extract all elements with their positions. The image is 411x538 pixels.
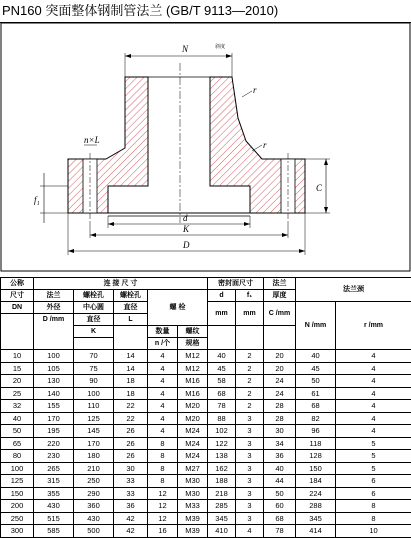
hdr-outer: 法兰 [34,290,74,302]
table-cell: 265 [34,462,74,475]
table-cell: 96 [296,425,336,438]
table-cell: 6 [336,487,411,500]
table-cell: 20 [264,350,296,363]
dim-nl-label: n×L [84,135,100,145]
table-cell: 22 [114,412,148,425]
hdr-thread: 螺纹 [178,326,208,338]
table-cell: M39 [178,525,208,538]
table-cell: 28 [264,412,296,425]
dim-r-label: r [253,85,257,95]
table-cell: 5 [336,462,411,475]
table-cell: 100 [74,387,114,400]
dim-r2-label: r [263,140,267,150]
table-cell: 4 [148,425,178,438]
table-cell: 360 [74,500,114,513]
flange-section-svg [0,23,411,273]
table-cell: 33 [114,475,148,488]
table-cell: 218 [208,487,236,500]
hdr-qty: 数量 [148,326,178,338]
table-cell: 224 [296,487,336,500]
dim-big-d-label: D [182,240,190,250]
table-cell: 145 [74,425,114,438]
table-cell: 50 [1,425,34,438]
table-cell: 150 [1,487,34,500]
table-cell: 28 [264,400,296,413]
table-cell: 20 [1,375,34,388]
hdr-nominal: 公称 [1,278,34,290]
table-cell: 3 [236,425,264,438]
table-cell: 162 [208,462,236,475]
hdr-center: 中心圆 [74,302,114,314]
table-cell: 42 [114,512,148,525]
dim-k-label: K [182,224,190,234]
table-cell: 2 [236,350,264,363]
table-cell: 6 [336,475,411,488]
table-cell: 45 [208,362,236,375]
table-cell: 70 [74,350,114,363]
flange-left-section [68,77,148,213]
table-cell: 22 [114,400,148,413]
hdr-n-mm: N /mm [296,302,336,350]
hdr-bolt: 螺 栓 [148,290,208,326]
table-cell: 105 [34,362,74,375]
table-cell: 14 [114,350,148,363]
table-cell: 8 [148,462,178,475]
table-cell: 40 [264,462,296,475]
table-cell: 12 [148,487,178,500]
table-cell: 75 [74,362,114,375]
table-cell: 24 [264,387,296,400]
table-cell: 4 [148,400,178,413]
table-row [1,500,411,513]
table-row [1,362,411,375]
table-cell: M16 [178,387,208,400]
table-cell: 2 [236,362,264,375]
hdr-n-unit: n /个 [148,338,178,350]
table-cell: 345 [296,512,336,525]
page-title: PN160 突面整体钢制管法兰 (GB/T 9113—2010) [0,0,411,23]
table-cell: M12 [178,350,208,363]
hdr-flange: 法兰 [264,278,296,290]
table-cell: 430 [34,500,74,513]
table-cell: 4 [148,350,178,363]
table-cell: 155 [34,400,74,413]
table-cell: 25 [1,387,34,400]
table-cell: 230 [34,450,74,463]
table-cell: 2 [236,387,264,400]
table-cell: 30 [264,425,296,438]
dim-d-label: d [183,213,188,223]
table-cell: 130 [34,375,74,388]
table-row [1,387,411,400]
table-cell: 180 [74,450,114,463]
table-cell: 90 [74,375,114,388]
table-row [1,512,411,525]
table-cell: 355 [34,487,74,500]
table-cell: 4 [336,375,411,388]
hdr-connection: 连 接 尺 寸 [34,278,208,290]
table-cell: M24 [178,450,208,463]
table-cell: 80 [1,450,34,463]
table-cell: 4 [336,362,411,375]
table-row [1,412,411,425]
table-cell: 8 [336,500,411,513]
hdr-l: L [114,314,148,326]
table-cell: 30 [114,462,148,475]
table-cell: 4 [148,362,178,375]
table-cell: M16 [178,375,208,388]
table-cell: 26 [114,450,148,463]
table-cell: 170 [34,412,74,425]
hdr-k: K [74,326,114,338]
table-cell: 10 [336,525,411,538]
table-cell: 4 [336,350,411,363]
table-cell: 32 [1,400,34,413]
table-row [1,462,411,475]
hdr-neck: 法兰颈 [296,278,411,302]
table-cell: 220 [34,437,74,450]
table-cell: 5 [336,450,411,463]
table-cell: 88 [208,412,236,425]
table-cell: 40 [296,350,336,363]
table-cell: 138 [208,450,236,463]
table-cell: 100 [1,462,34,475]
hdr-f1-unit: mm [236,302,264,326]
table-cell: 10 [1,350,34,363]
table-cell: 125 [74,412,114,425]
table-cell: M12 [178,362,208,375]
table-cell: M24 [178,437,208,450]
table-row [1,437,411,450]
table-cell: 285 [208,500,236,513]
table-cell: 2 [236,375,264,388]
hdr-f1: f₁ [236,290,264,302]
table-cell: 78 [264,525,296,538]
table-cell: 40 [1,412,34,425]
table-cell: 45 [296,362,336,375]
table-row [1,487,411,500]
table-cell: 68 [296,400,336,413]
table-cell: 20 [264,362,296,375]
table-cell: 315 [34,475,74,488]
table-cell: 60 [264,500,296,513]
dimension-table-wrap [0,277,411,538]
drawing-frame [1,23,410,271]
table-cell: 8 [148,475,178,488]
table-cell: 4 [336,400,411,413]
table-cell: 515 [34,512,74,525]
table-cell: 195 [34,425,74,438]
hdr-thickness: 厚度 [264,290,296,302]
table-cell: 170 [74,437,114,450]
table-cell: 24 [264,375,296,388]
table-cell: 585 [34,525,74,538]
table-cell: 140 [34,387,74,400]
table-body [1,350,411,538]
table-cell: M30 [178,487,208,500]
table-cell: 4 [336,412,411,425]
table-cell: 50 [296,375,336,388]
table-cell: 58 [208,375,236,388]
hdr-dn: DN [1,302,34,314]
table-cell: 414 [296,525,336,538]
table-cell: 5 [336,437,411,450]
table-cell: 2 [236,400,264,413]
table-cell: M30 [178,475,208,488]
taper-note: 斜度 [215,43,225,50]
table-cell: 3 [236,487,264,500]
table-cell: 3 [236,412,264,425]
hdr-size: 尺寸 [1,290,34,302]
hdr-d: d [208,290,236,302]
table-cell: 102 [208,425,236,438]
table-cell: 290 [74,487,114,500]
hdr-c-unit: C /mm [264,302,296,326]
table-cell: M33 [178,500,208,513]
table-cell: 8 [148,450,178,463]
table-cell: 36 [114,500,148,513]
table-cell: M27 [178,462,208,475]
table-cell: 4 [336,425,411,438]
hdr-spec: 规格 [178,338,208,350]
table-cell: 15 [1,362,34,375]
table-cell: 78 [208,400,236,413]
table-cell: 3 [236,512,264,525]
dim-n-label: N [181,44,189,54]
hdr-bolt-hole: 螺栓孔 [114,290,148,302]
table-cell: 345 [208,512,236,525]
table-cell: 34 [264,437,296,450]
table-cell: 68 [264,512,296,525]
table-cell: 44 [264,475,296,488]
table-cell: M20 [178,400,208,413]
table-cell: 4 [148,412,178,425]
hdr-k-dia: 直径 [74,314,114,326]
table-cell: 8 [148,437,178,450]
table-row [1,450,411,463]
table-cell: 288 [296,500,336,513]
flange-drawing [0,23,411,273]
table-cell: 16 [148,525,178,538]
table-cell: 184 [296,475,336,488]
table-cell: M24 [178,425,208,438]
hdr-outer-dia: 外径 [34,302,74,314]
table-cell: 430 [74,512,114,525]
table-cell: 12 [148,500,178,513]
table-cell: 210 [74,462,114,475]
hdr-r-mm: r /mm [336,302,411,350]
dim-f1-label: f₁ [34,195,40,205]
table-cell: 150 [296,462,336,475]
table-cell: M39 [178,512,208,525]
table-cell: 14 [114,362,148,375]
table-cell: 18 [114,375,148,388]
table-row [1,375,411,388]
table-cell: 118 [296,437,336,450]
table-cell: 410 [208,525,236,538]
table-row [1,425,411,438]
table-cell: 42 [114,525,148,538]
table-cell: 3 [236,500,264,513]
table-cell: 250 [74,475,114,488]
table-cell: 12 [148,512,178,525]
table-cell: 3 [236,462,264,475]
table-row [1,350,411,363]
table-cell: 82 [296,412,336,425]
table-cell: M20 [178,412,208,425]
table-cell: 125 [1,475,34,488]
dimension-table [0,277,411,538]
table-cell: 4 [236,525,264,538]
table-cell: 3 [236,437,264,450]
table-cell: 500 [74,525,114,538]
table-cell: 50 [264,487,296,500]
table-row [1,475,411,488]
table-cell: 128 [296,450,336,463]
table-cell: 4 [148,375,178,388]
table-cell: 100 [34,350,74,363]
table-cell: 68 [208,387,236,400]
dim-c-label: C [316,183,323,193]
table-cell: 65 [1,437,34,450]
table-cell: 36 [264,450,296,463]
table-cell: 26 [114,425,148,438]
table-cell: 188 [208,475,236,488]
table-cell: 61 [296,387,336,400]
table-cell: 3 [236,450,264,463]
table-cell: 250 [1,512,34,525]
table-cell: 18 [114,387,148,400]
table-row [1,400,411,413]
table-cell: 26 [114,437,148,450]
table-cell: 4 [148,387,178,400]
table-cell: 110 [74,400,114,413]
hdr-sealing: 密封面尺寸 [208,278,264,290]
hdr-bolt-circle: 螺栓孔 [74,290,114,302]
hdr-hole-dia: 直径 [114,302,148,314]
table-cell: 200 [1,500,34,513]
table-cell: 33 [114,487,148,500]
table-cell: 4 [336,387,411,400]
table-cell: 3 [236,475,264,488]
table-cell: 40 [208,350,236,363]
hdr-d-unit: mm [208,302,236,326]
table-cell: 122 [208,437,236,450]
table-cell: 8 [336,512,411,525]
table-cell: 300 [1,525,34,538]
hdr-d-mm: D /mm [34,314,74,326]
